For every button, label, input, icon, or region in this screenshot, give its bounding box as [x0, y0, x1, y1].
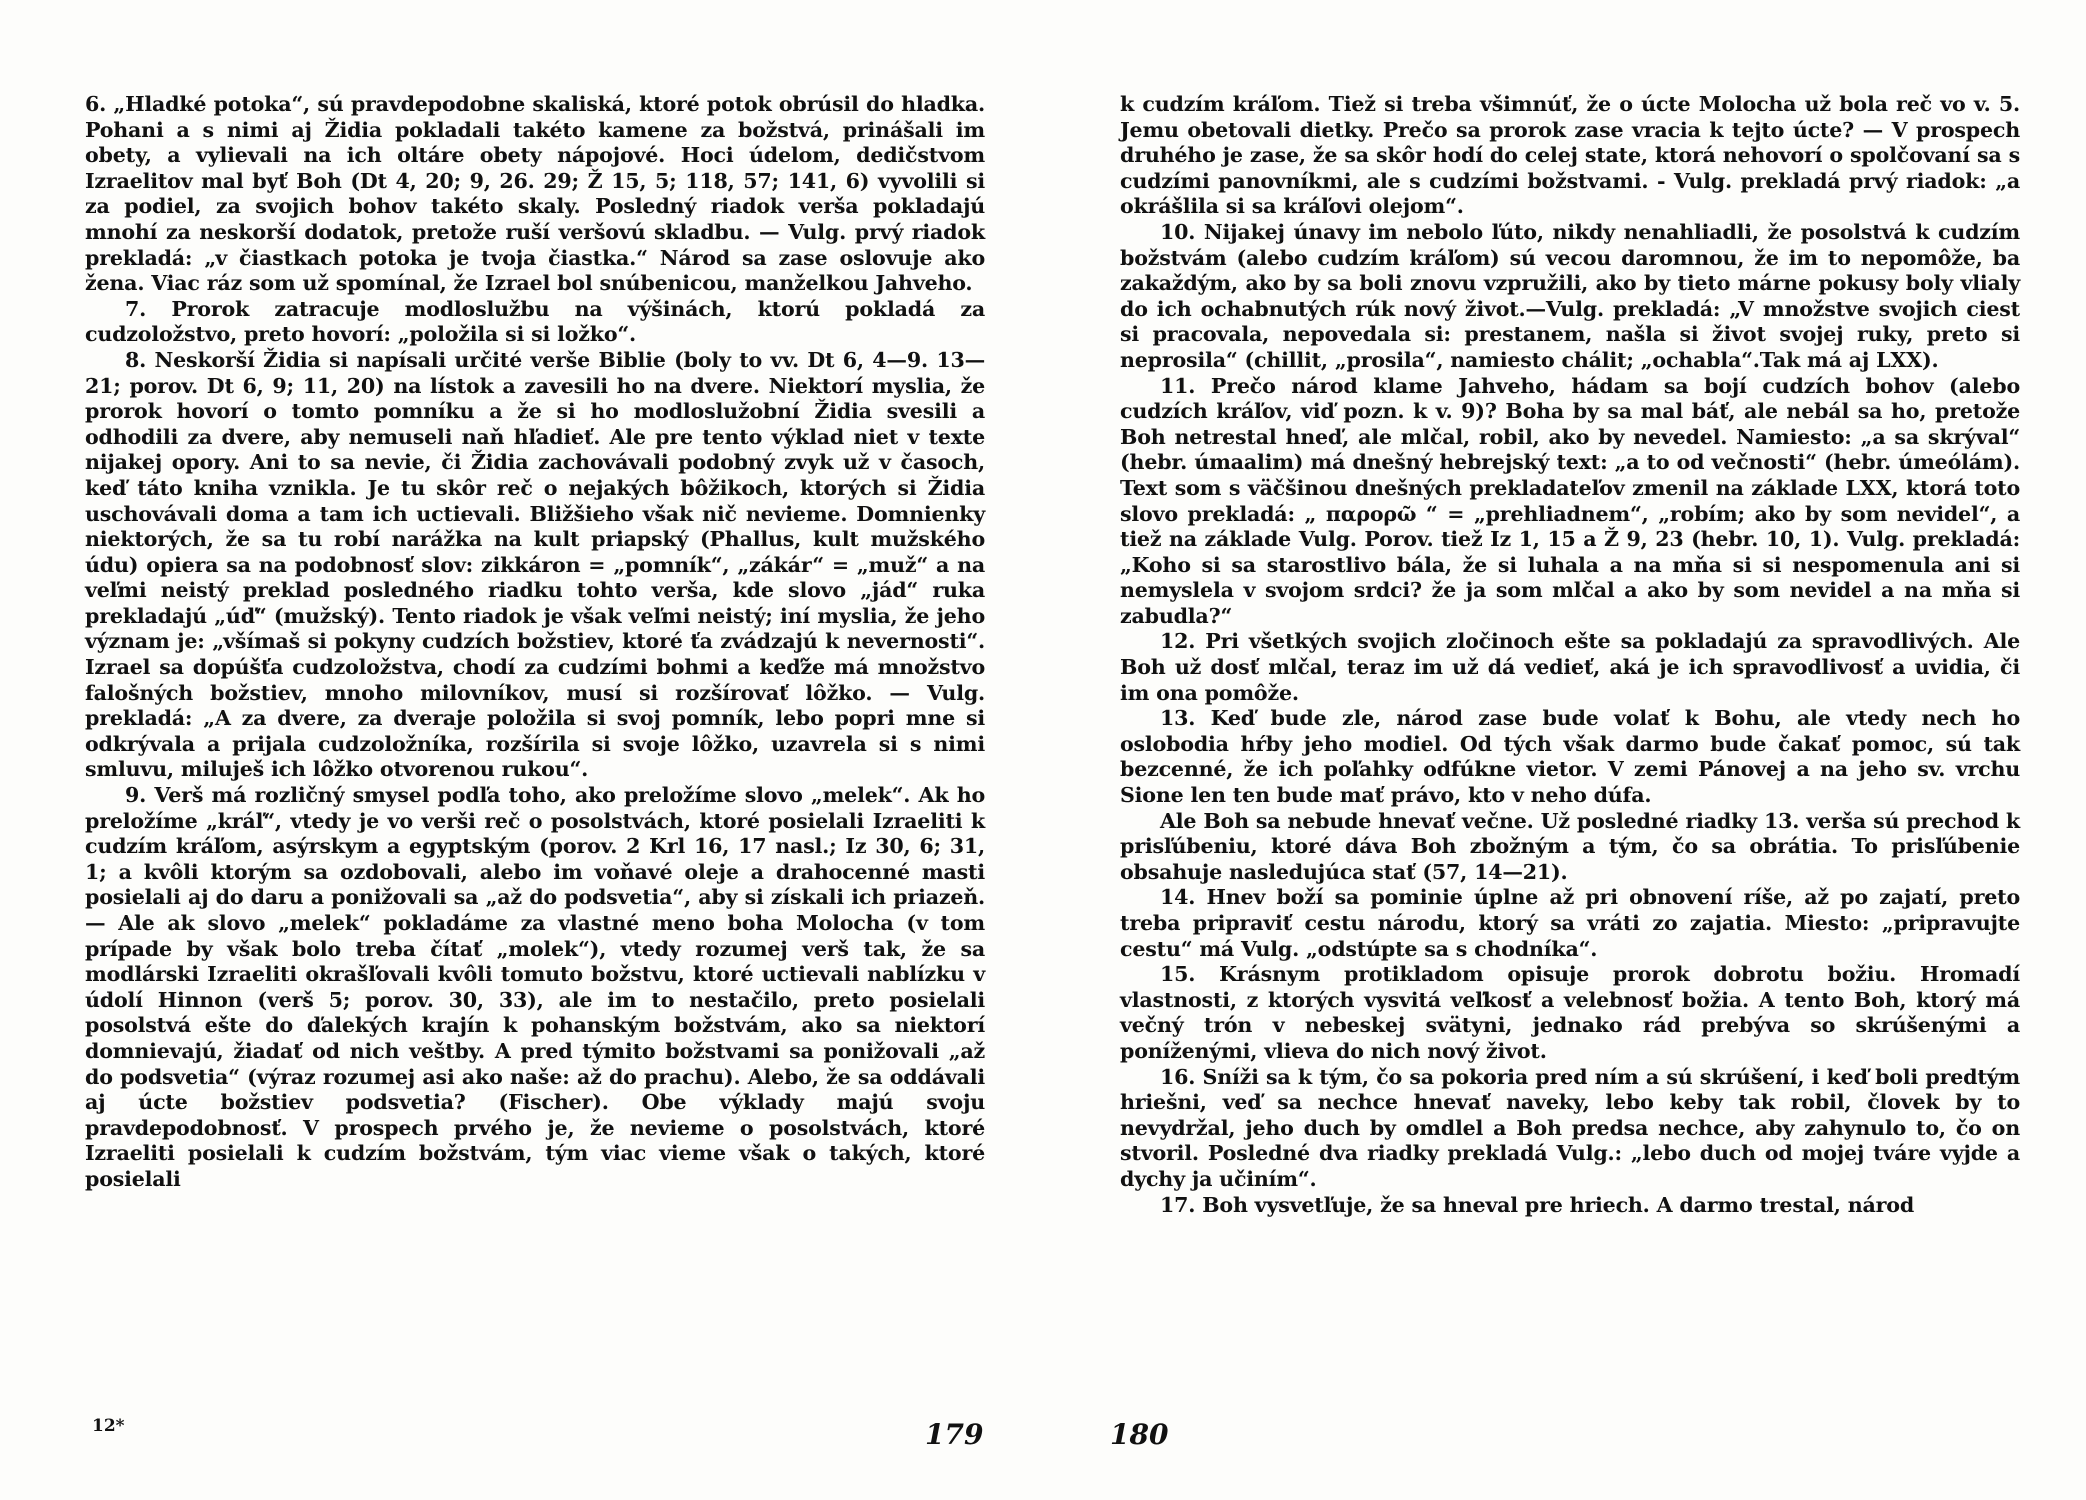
- signature-mark: 12*: [92, 1416, 125, 1436]
- paragraph-verse-13-promise: Ale Boh sa nebude hnevať večne. Už posledné riadky 13. verša sú prechod k prisľúbeniu, ktoré dáva Boh zbožným a tým, čo sa obrátia. To prisľúbenie obsahuje nasledujúca stať (57, 14—21).: [1120, 808, 2020, 884]
- paragraph-verse-13: 13. Keď bude zle, národ zase bude volať k Bohu, ale vtedy nech ho oslobodia hŕby jeho modiel. Od tých však darmo bude čakať pomoc, sú tak bezcenné, že ich poľahky odfúkne vietor. V zemi Pánovej a na jeho sv. vrchu Sione len ten bude mať právo, kto v neho dúfa.: [1120, 706, 2020, 808]
- paragraph-verse-6: 6. „Hladké potoka“, sú pravdepodobne skaliská, ktoré potok obrúsil do hladka. Pohani a s nimi aj Židia pokladali takéto kamene za božstvá, prinášali im obety, a vylievali na ich oltáre obety nápojové. Hoci údelom, dedičstvom Izraelitov mal byť Boh (Dt 4, 20; 9, 26. 29; Ž 15, 5; 118, 57; 141, 6) vyvolili si za podiel, za svojich bohov takéto skaly. Posledný riadok verša pokladajú mnohí za neskorší dodatok, pretože ruší veršovú skladbu. — Vulg. prvý riadok prekladá: „v čiastkach potoka je tvoja čiastka.“ Národ sa zase oslovuje ako žena. Viac ráz som už spomínal, že Izrael bol snúbenicou, manželkou Jahveho.: [85, 92, 985, 296]
- paragraph-verse-8: 8. Neskorší Židia si napísali určité verše Biblie (boly to vv. Dt 6, 4—9. 13—21; porov. Dt 6, 9; 11, 20) na lístok a zavesili ho na dvere. Niektorí myslia, že prorok hovorí o tomto pomníku a že si ho modloslužobní Židia svesili a odhodili za dvere, aby nemuseli naň hľadieť. Ale pre tento výklad niet v texte nijakej opory. Ani to sa nevie, či Židia zachovávali podobný zvyk už v časoch, keď táto kniha vznikla. Je tu skôr reč o nejakých bôžikoch, ktorých si Židia uschovávali doma a tam ich uctievali. Bližšieho však nič nevieme. Domnienky niektorých, že sa tu robí narážka na kult priapský (Phallus, kult mužského údu) opiera sa na podobnosť slov: zikkáron = „pomník“, „zákár“ = „muž“ a na veľmi neistý preklad posledného riadku tohto verša, kde slovo „jád“ ruka prekladajú „úď“ (mužský). Tento riadok je však veľmi neistý; iní myslia, že jeho význam je: „všímaš si pokyny cudzích božstiev, ktoré ťa zvádzajú k nevernosti“. Izrael sa dopúšťa cudzoložstva, chodí za cudzími bohmi a keďže má množstvo falošných božstiev, mnoho milovníkov, musí si rozšírovať lôžko. — Vulg. prekladá: „A za dvere, za dveraje položila si svoj pomník, lebo popri mne si odkrývala a prijala cudzoložníka, rozšírila si svoje lôžko, uzavrela si s nimi smluvu, miluješ ich lôžko otvorenou rukou“.: [85, 347, 985, 782]
- paragraph-verse-17: 17. Boh vysvetľuje, že sa hneval pre hriech. A darmo trestal, národ: [1160, 1192, 1915, 1217]
- paragraph-verse-16: 16. Sníži sa k tým, čo sa pokoria pred ním a sú skrúšení, i keď boli predtým hriešni, veď sa nechce hnevať naveky, lebo keby tak robil, človek by to nevydržal, jeho duch by omdlel a Boh predsa nechce, aby zahynulo to, čo on stvoril. Posledné dva riadky prekladá Vulg.: „lebo duch od mojej tváre vyjde a dychy ja učiním“.: [1120, 1064, 2020, 1191]
- paragraph-verse-14: 14. Hnev boží sa pominie úplne až pri obnovení ríše, až po zajatí, preto treba pripraviť cestu národu, ktorý sa vráti zo zajatia. Miesto: „pripravujte cestu“ má Vulg. „odstúpte sa s chodníka“.: [1120, 885, 2020, 961]
- paragraph-verse-15: 15. Krásnym protikladom opisuje prorok dobrotu božiu. Hromadí vlastnosti, z ktorých vysvitá veľkosť a velebnosť božia. A tento Boh, ktorý má večný trón v nebeskej svätyni, jednako rád prebýva so skrúšenými a poníženými, vlieva do nich nový život.: [1120, 962, 2020, 1063]
- paragraph-verse-10: 10. Nijakej únavy im nebolo ľúto, nikdy nenahliadli, že posolstvá k cudzím božstvám (alebo cudzím kráľom) sú vecou daromnou, že im to nepomôže, ba zakaždým, ako by sa boli znovu vzpružili, ako by tieto márne pokusy boly vlialy do ich ochabnutých rúk nový život.—Vulg. prekladá: „V množstve svojich ciest si pracovala, nepovedala si: prestanem, našla si život svojej ruky, preto si neprosila“ (chillit, „prosila“, namiesto chálit; „ochabla“.Tak má aj LXX).: [1120, 219, 2020, 372]
- page-number-left: 179: [925, 1418, 984, 1451]
- paragraph-verse-11: 11. Prečo národ klame Jahveho, hádam sa bojí cudzích bohov (alebo cudzích kráľov, viď pozn. k v. 9)? Boha by sa mal báť, ale nebál sa ho, pretože Boh netrestal hneď, ale mlčal, robil, ako by nevedel. Namiesto: „a sa skrýval“ (hebr. úmaalim) má dnešný hebrejský text: „a to od večnosti“ (hebr. úmeólám). Text som s väčšinou dnešných prekladateľov zmenil na základe LXX, ktorá toto slovo prekladá: „ παρορῶ “ = „prehliadnem“, „robím; ako by som nevidel“, a tiež na základe Vulg. Porov. tiež Iz 1, 15 a Ž 9, 23 (hebr. 10, 1). Vulg. prekladá: „Koho si sa starostlivo bála, že si luhala a na mňa si si nespomenula ani si nemyslela v svojom srdci? že ja som mlčal a ako by som nevidel a na mňa si zabudla?“: [1120, 373, 2020, 628]
- paragraph-verse-7: 7. Prorok zatracuje modloslužbu na výšinách, ktorú pokladá za cudzoložstvo, preto hovorí: „položila si si ložko“.: [85, 296, 985, 347]
- page-number-right: 180: [1110, 1418, 1169, 1451]
- paragraph-verse-9: 9. Verš má rozličný smysel podľa toho, ako preložíme slovo „melek“. Ak ho preložíme „kráľ“, vtedy je vo verši reč o posolstvách, ktoré posielali Izraeliti k cudzím kráľom, asýrskym a egyptským (porov. 2 Krl 16, 17 nasl.; Iz 30, 6; 31, 1; a kvôli ktorým sa ozdobovali, alebo im voňavé oleje a drahocenné masti posielali aj do daru a ponižovali sa „až do podsvetia“, aby si získali ich priazeň. — Ale ak slovo „melek“ pokladáme za vlastné meno boha Molocha (v tom prípade by však bolo treba čítať „molek“), vtedy rozumej verš tak, že sa modlárski Izraeliti okrašľovali kvôli tomuto božstvu, ktoré uctievali nablízku v údolí Hinnon (verš 5; porov. 30, 33), ale im to nestačilo, preto posielali posolstvá ešte do ďalekých krajín k pohanským božstvám, ako sa niektorí domnievajú, žiadať od nich veštby. A pred týmito božstvami sa ponižovali „až do podsvetia“ (výraz rozumej asi ako naše: až do prachu). Alebo, že sa oddávali aj úcte božstiev podsvetia? (Fischer). Obe výklady majú svoju pravdepodobnosť. V prospech prvého je, že nevieme o posolstvách, ktoré Izraeliti posielali k cudzím božstvám, tým viac vieme však o takých, ktoré posielali: [85, 783, 985, 1191]
- left-page: [85, 92, 985, 1193]
- paragraph-verse-12: 12. Pri všetkých svojich zločinoch ešte sa pokladajú za spravodlivých. Ale Boh už dosť mlčal, teraz im už dá vedieť, aká je ich spravodlivosť a uvidia, či im ona pomôže.: [1120, 629, 2020, 705]
- paragraph-verse-9-continued: k cudzím kráľom. Tiež si treba všimnúť, že o úcte Molocha už bola reč vo v. 5. Jemu obetovali dietky. Prečo sa prorok zase vracia k tejto úcte? — V prospech druhého je zase, že sa skôr hodí do celej state, ktorá nehovorí o spolčovaní sa s cudzími panovníkmi, ale s cudzími božstvami. - Vulg. prekladá prvý riadok: „a okrášlila si sa kráľovi olejom“.: [1120, 92, 2020, 219]
- right-page: [1120, 92, 2020, 1218]
